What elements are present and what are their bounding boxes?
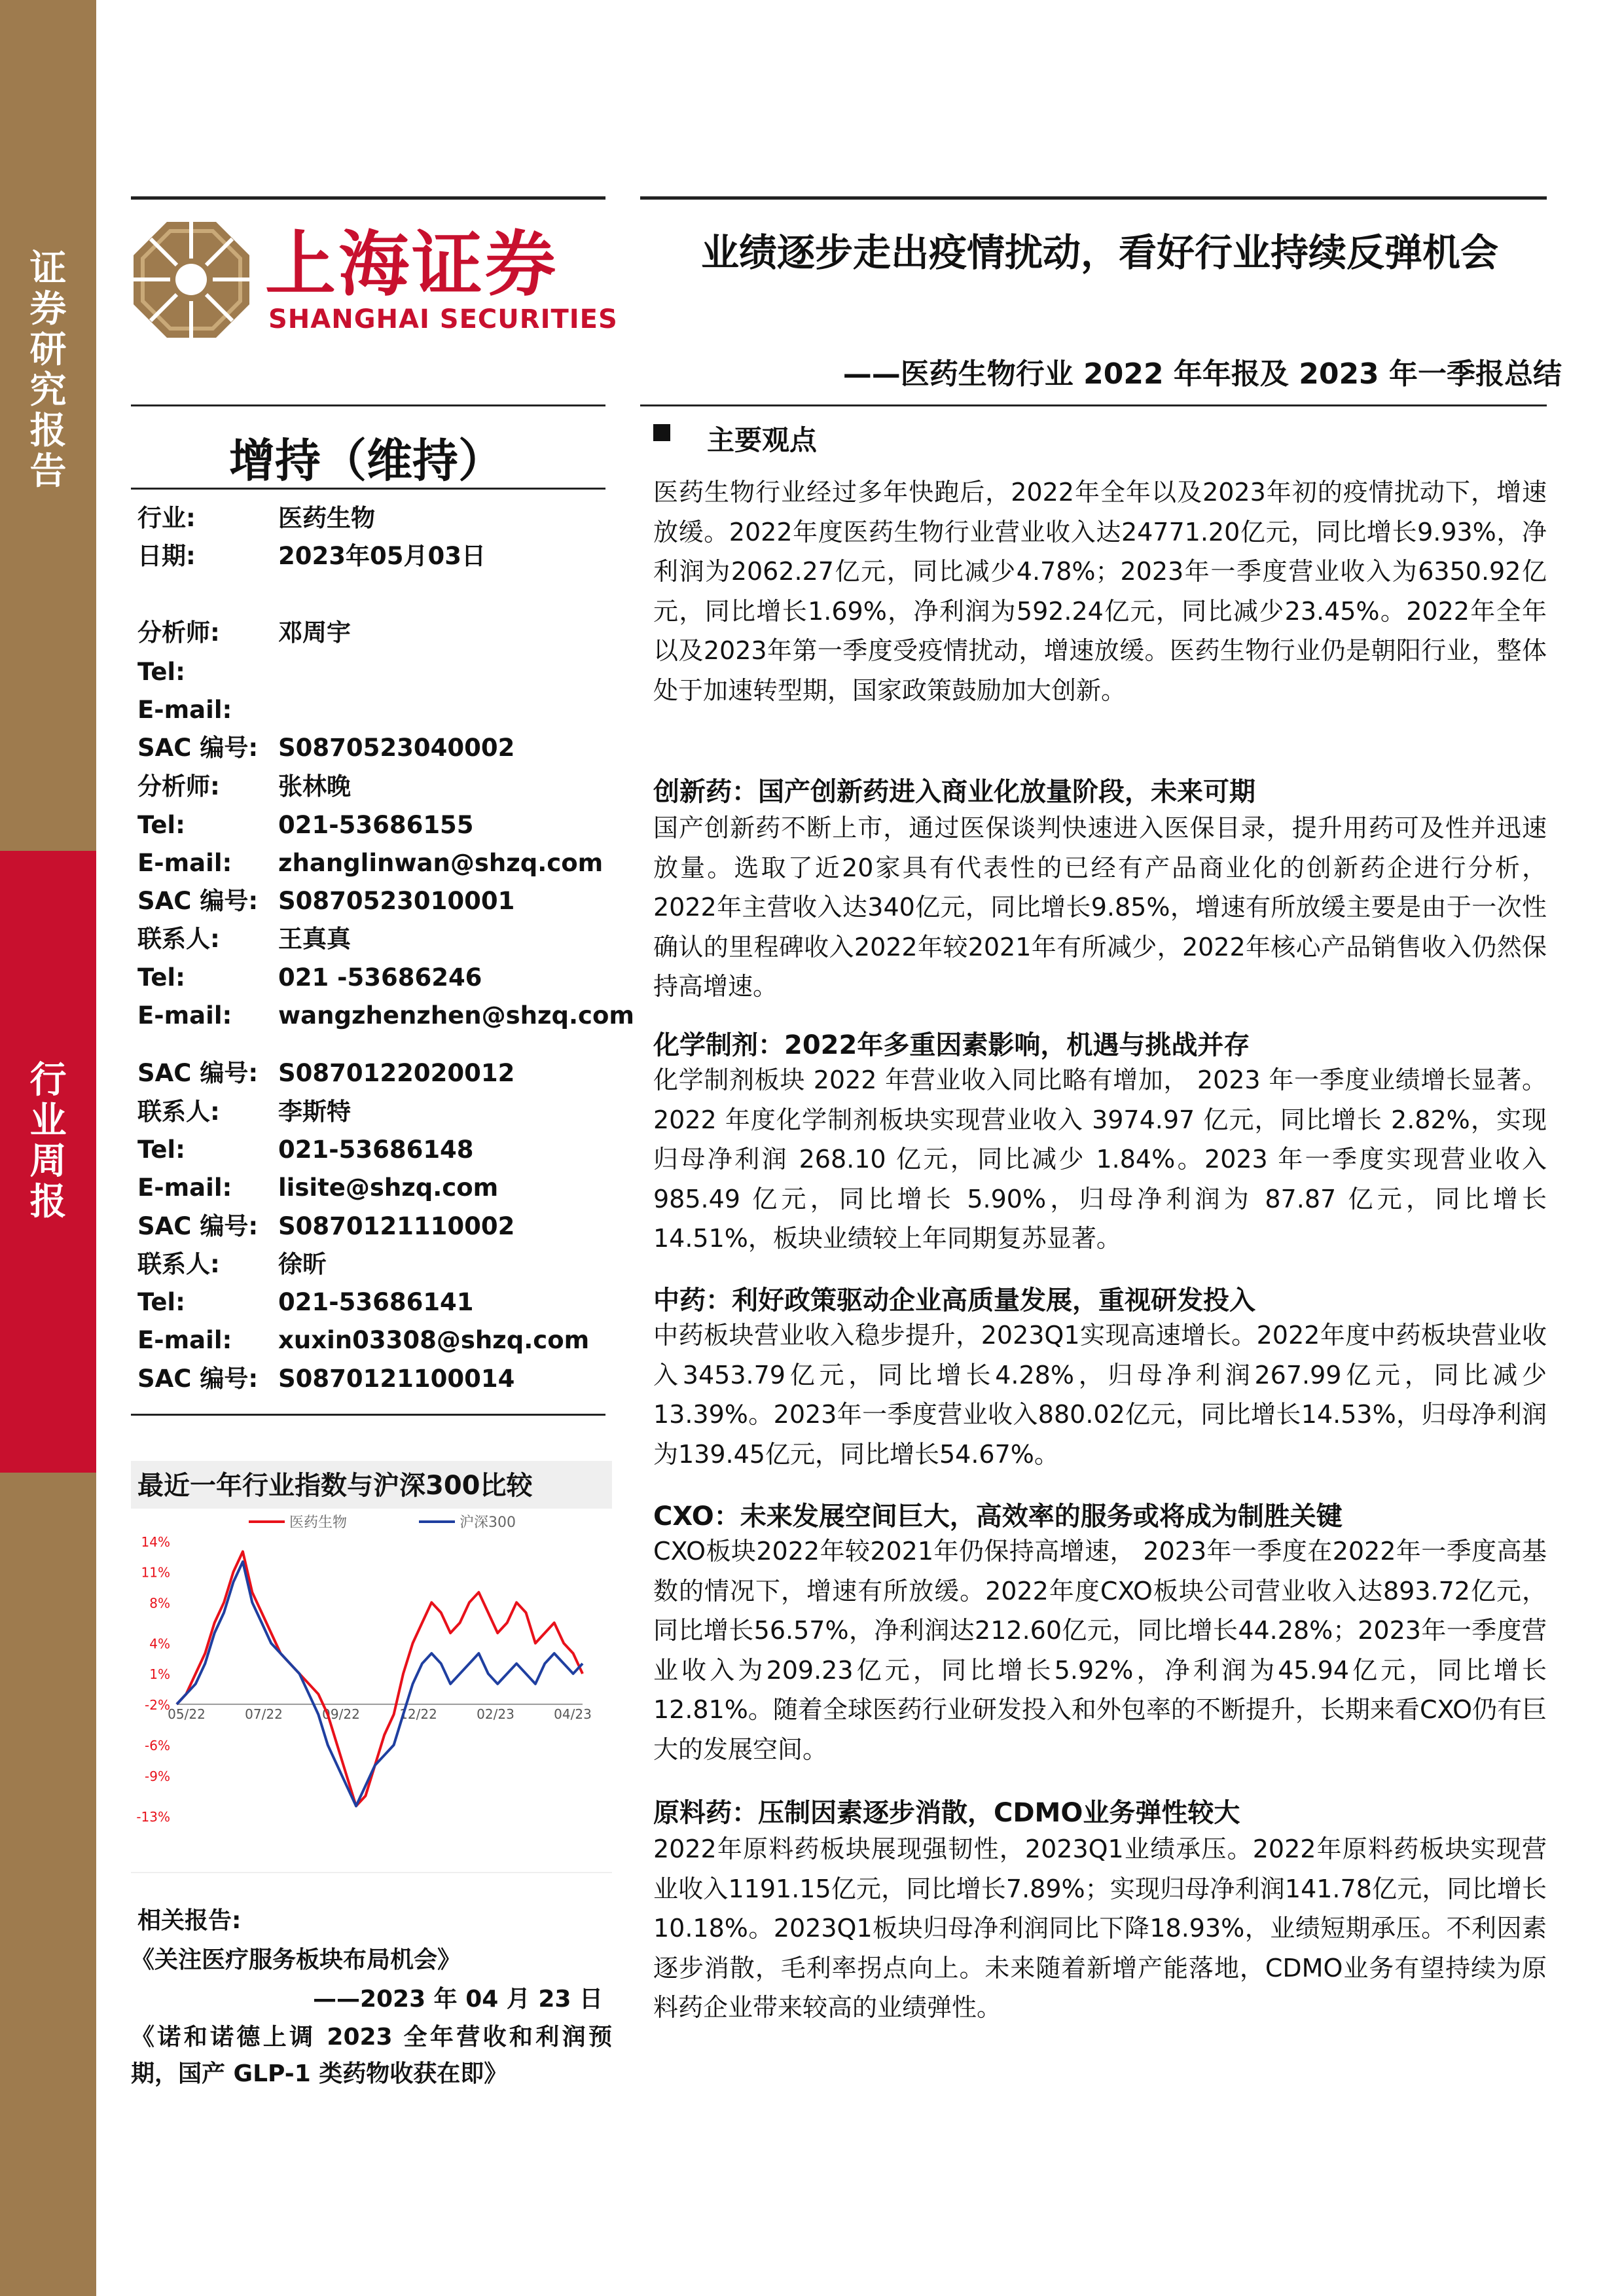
rule-rating-bottom: [131, 488, 605, 490]
legend-label: 医药生物: [289, 1515, 348, 1531]
info-value: 邓周宇: [278, 619, 351, 647]
related-report-1-date: ——2023 年 04 月 23 日: [312, 1986, 603, 2013]
info-value[interactable]: lisite@shzq.com: [278, 1174, 499, 1202]
info-key: SAC 编号:: [137, 734, 259, 762]
info-key: Tel:: [137, 1288, 185, 1316]
y-tick-label: 1%: [149, 1666, 170, 1683]
info-value: 医药生物: [278, 504, 375, 532]
related-report-1[interactable]: 《关注医疗服务板块布局机会》: [131, 1946, 461, 1973]
info-value: 021-53686155: [278, 811, 474, 839]
chart-title: 最近一年行业指数与沪深300比较: [137, 1471, 533, 1501]
info-value[interactable]: xuxin03308@shzq.com: [278, 1326, 590, 1354]
info-key: 联系人:: [137, 925, 220, 953]
x-tick-label: 07/22: [245, 1706, 283, 1722]
y-tick-label: 14%: [141, 1534, 170, 1550]
x-tick-label: 09/22: [322, 1706, 360, 1722]
info-key: E-mail:: [137, 849, 232, 877]
info-value: 2023年05月03日: [278, 542, 486, 570]
info-key: 日期:: [137, 542, 196, 570]
side-label-char: 报: [29, 410, 67, 452]
related-label: 相关报告:: [137, 1907, 242, 1934]
paragraph-innovative-drugs: 国产创新药不断上市，通过医保谈判快速进入医保目录，提升用药可及性并迅速放量。选取了近20家具有代表性的已经有产品商业化的创新药企进行分析， 2022年主营收入达340亿元，同比增长9.85%，增速有所放缓主要是由于一次性确认的里程碑收入2022年较2021年有所减少，2022年核心产品销售收入仍然保持高增速。: [653, 814, 1547, 1001]
info-value: S0870121100014: [278, 1365, 515, 1393]
side-label-char: 报: [29, 1181, 67, 1223]
side-label-char: 研: [29, 329, 67, 371]
info-key: SAC 编号:: [137, 1059, 259, 1087]
side-label-char: 业: [29, 1100, 67, 1142]
info-key: 分析师:: [137, 772, 220, 800]
info-key: Tel:: [137, 658, 185, 686]
info-key: SAC 编号:: [137, 1212, 259, 1240]
info-key: 分析师:: [137, 619, 220, 647]
info-key: SAC 编号:: [137, 887, 259, 915]
paragraph-api: 2022年原料药板块展现强韧性，2023Q1业绩承压。2022年原料药板块实现营业收入1191.15亿元，同比增长7.89%；实现归母净利润141.78亿元，同比增长10.18%。2023Q1板块归母净利润同比下降18.93%，业绩短期承压。不利因素逐步消散，毛利率拐点向上。未来随着新增产能落地，CDMO业务有望持续为原料药企业带来较高的业绩弹性。: [653, 1835, 1547, 2022]
summary-paragraph: 医药生物行业经过多年快跑后，2022年全年以及2023年初的疫情扰动下，增速放缓。2022年度医药生物行业营业收入达24771.20亿元，同比增长9.93%，净利润为2062.27亿元，同比减少4.78%；2023年一季度营业收入为6350.92亿元，同比增长1.69%，净利润为592.24亿元，同比减少23.45%。2022年全年以及2023年第一季度受疫情扰动，增速放缓。医药生物行业仍是朝阳行业，整体处于加速转型期，国家政策鼓励加大创新。: [653, 478, 1547, 705]
report-subtitle: ——医药生物行业 2022 年年报及 2023 年一季报总结: [842, 357, 1562, 391]
x-tick-label: 02/23: [477, 1706, 514, 1722]
info-value: 王真真: [278, 925, 351, 953]
x-tick-label: 05/22: [168, 1706, 206, 1722]
brand-name-cn: 上海证券: [265, 224, 559, 306]
side-strip-bottom: [0, 1473, 96, 2296]
info-key: 联系人:: [137, 1098, 220, 1126]
info-key: Tel:: [137, 963, 185, 992]
info-value: 021-53686141: [278, 1288, 474, 1316]
info-key: Tel:: [137, 1136, 185, 1164]
rule-right-top: [640, 196, 1547, 200]
info-value: 徐昕: [278, 1250, 327, 1278]
rule-info-bottom: [131, 1414, 605, 1416]
heading-chemical: 化学制剂：2022年多重因素影响，机遇与挑战并存: [653, 1030, 1250, 1060]
y-tick-label: -9%: [145, 1768, 170, 1784]
section-heading: 主要观点: [707, 424, 818, 456]
side-label-char: 证: [29, 247, 67, 290]
rule-rating-top: [131, 404, 605, 406]
info-value: 李斯特: [278, 1098, 351, 1126]
index-comparison-chart: [131, 1509, 612, 1872]
info-value: S0870523010001: [278, 887, 515, 915]
bullet-square-icon: [653, 424, 670, 441]
heading-api: 原料药：压制因素逐步消散，CDMO业务弹性较大: [653, 1798, 1240, 1828]
x-tick-label: 04/23: [554, 1706, 592, 1722]
y-tick-label: -6%: [145, 1738, 170, 1754]
heading-innovative-drugs: 创新药：国产创新药进入商业化放量阶段，未来可期: [653, 777, 1255, 807]
info-key: Tel:: [137, 811, 185, 839]
info-key: E-mail:: [137, 696, 232, 724]
info-value: S0870122020012: [278, 1059, 515, 1087]
info-value: 021 -53686246: [278, 963, 482, 992]
legend-label: 沪深300: [460, 1515, 516, 1531]
info-value: 021-53686148: [278, 1136, 474, 1164]
y-tick-label: -2%: [145, 1696, 170, 1713]
side-label-char: 券: [29, 288, 67, 331]
info-value: S0870523040002: [278, 734, 515, 762]
info-key: 联系人:: [137, 1250, 220, 1278]
paragraph-tcm: 中药板块营业收入稳步提升，2023Q1实现高速增长。2022年度中药板块营业收入3453.79亿元，同比增长4.28%，归母净利润267.99亿元，同比减少13.39%。2023年一季度营业收入880.02亿元，同比增长14.53%，归母净利润为139.45亿元，同比增长54.67%。: [653, 1321, 1547, 1469]
heading-tcm: 中药：利好政策驱动企业高质量发展，重视研发投入: [653, 1285, 1255, 1316]
y-tick-label: 8%: [149, 1595, 170, 1611]
rule-left-top: [131, 196, 605, 200]
rule-right-mid: [640, 404, 1547, 406]
rating: 增持（维持）: [229, 434, 504, 488]
info-value: S0870121110002: [278, 1212, 515, 1240]
brand-name-en: SHANGHAI SECURITIES: [268, 304, 618, 334]
info-key: E-mail:: [137, 1174, 232, 1202]
side-label-char: 告: [29, 450, 67, 493]
octagon-logo-icon: [131, 219, 252, 340]
side-label-char: 周: [29, 1140, 67, 1183]
paragraph-chemical: 化学制剂板块 2022 年营业收入同比略有增加， 2023 年一季度业绩增长显著。2022 年度化学制剂板块实现营业收入 3974.97 亿元，同比增长 2.82%，实现归母净利润 268.10 亿元，同比减少 1.84%。2023 年一季度实现营业收入 985.49 亿元，同比增长 5.90%，归母净利润为 87.87 亿元，同比增长 14.51%，板块业绩较上年同期复苏显著。: [653, 1066, 1547, 1253]
y-tick-label: -13%: [136, 1809, 170, 1825]
info-key: E-mail:: [137, 1326, 232, 1354]
info-key: E-mail:: [137, 1001, 232, 1030]
info-value: 张林晚: [278, 772, 351, 800]
paragraph-cxo: CXO板块2022年较2021年仍保持高增速， 2023年一季度在2022年一季度高基数的情况下，增速有所放缓。2022年度CXO板块公司营业收入达893.72亿元，同比增长56.57%，净利润达212.60亿元，同比增长44.28%；2023年一季度营业收入为209.23亿元，同比增长5.92%，净利润为45.94亿元，同比增长12.81%。随着全球医药行业研发投入和外包率的不断提升，长期来看CXO仍有巨大的发展空间。: [653, 1537, 1547, 1764]
heading-cxo: CXO：未来发展空间巨大，高效率的服务或将成为制胜关键: [653, 1501, 1343, 1532]
side-label-top: [0, 249, 96, 492]
y-tick-label: 4%: [149, 1636, 170, 1652]
side-label-mid: [0, 1060, 96, 1223]
y-tick-label: 11%: [141, 1564, 170, 1581]
related-report-2[interactable]: 《诺和诺德上调 2023 全年营收和利润预期，国产 GLP-1 类药物收获在即》: [131, 2024, 612, 2087]
info-key: 行业:: [137, 504, 196, 532]
side-label-char: 究: [29, 369, 67, 412]
chart-plot-bg: [131, 1509, 612, 1872]
info-key: SAC 编号:: [137, 1365, 259, 1393]
info-value[interactable]: wangzhenzhen@shzq.com: [278, 1001, 634, 1030]
report-title: 业绩逐步走出疫情扰动，看好行业持续反弹机会: [700, 230, 1498, 275]
side-label-char: 行: [29, 1059, 67, 1102]
x-tick-label: 12/22: [399, 1706, 437, 1722]
info-value[interactable]: zhanglinwan@shzq.com: [278, 849, 604, 877]
